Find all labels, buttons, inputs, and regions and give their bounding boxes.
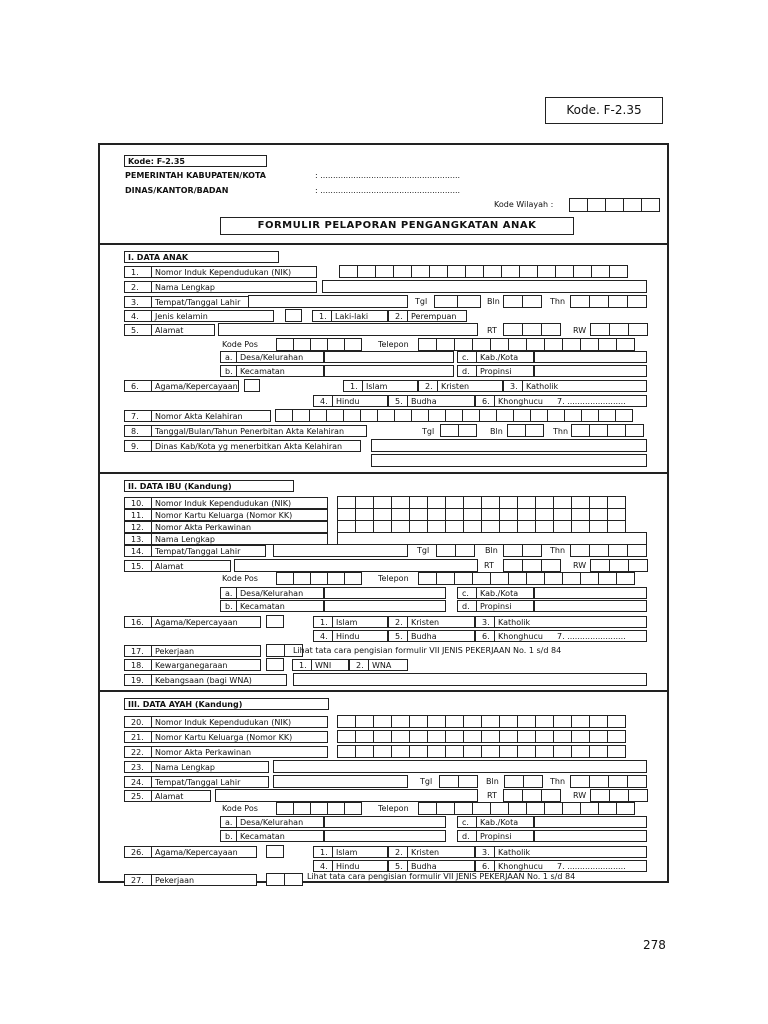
akta-kelahiran-cells[interactable]	[275, 409, 632, 422]
thn-ibu-cells[interactable]	[570, 544, 646, 557]
sub-letter: a.	[220, 351, 237, 363]
option-number: 2.	[388, 846, 408, 858]
option-number: 2.	[418, 380, 438, 392]
thn-akta-cells[interactable]	[571, 424, 643, 437]
thn-label: Thn	[553, 427, 569, 436]
kab-input[interactable]	[534, 587, 647, 599]
kecamatan-label: Kecamatan	[236, 830, 324, 842]
dinas-akta-input-1[interactable]	[371, 439, 647, 452]
inner-form-code: Kode: F-2.35	[124, 155, 267, 167]
tgl-label: Tgl	[415, 297, 428, 306]
nik-ibu-label: Nomor Induk Kependudukan (NIK)	[151, 497, 328, 509]
nama-ayah-label: Nama Lengkap	[151, 761, 269, 773]
alamat-ayah-input[interactable]	[215, 789, 478, 802]
option-number: 3.	[475, 616, 495, 628]
nik-anak-cells[interactable]	[339, 265, 627, 278]
divider	[98, 690, 669, 692]
tempat-lahir-ibu-input[interactable]	[273, 544, 408, 557]
akta-kelahiran-label: Nomor Akta Kelahiran	[151, 410, 271, 422]
row-number: 25.	[124, 790, 152, 802]
alamat-anak-label: Alamat	[151, 324, 215, 336]
kecamatan-label: Kecamatan	[236, 600, 324, 612]
thn-label: Thn	[550, 297, 566, 306]
pekerjaan-ayah-cells[interactable]	[266, 873, 302, 886]
row-number: 1.	[124, 266, 152, 278]
option-khonghucu[interactable]: Khonghucu	[494, 395, 647, 407]
sub-letter: b.	[220, 600, 237, 612]
nama-anak-input[interactable]	[322, 280, 647, 293]
propinsi-label: Propinsi	[476, 600, 534, 612]
sub-letter: c.	[457, 351, 477, 363]
row-number: 26.	[124, 846, 152, 858]
option-islam[interactable]: Islam	[332, 846, 388, 858]
tgl-anak-cells[interactable]	[434, 295, 480, 308]
propinsi-input[interactable]	[534, 365, 647, 377]
pekerjaan-note: Lihat tata cara pengisian formulir VII JENIS PEKERJAAN No. 1 s/d 84	[307, 872, 576, 881]
option-number: 6.	[475, 395, 495, 407]
desa-input[interactable]	[324, 816, 446, 828]
propinsi-label: Propinsi	[476, 830, 534, 842]
option-budha[interactable]: Budha	[407, 860, 475, 872]
option-number: 1.	[292, 659, 312, 671]
option-khonghucu[interactable]: Khonghucu	[494, 860, 647, 872]
kode-pos-ayah-cells[interactable]	[276, 802, 361, 815]
nik-anak-label: Nomor Induk Kependudukan (NIK)	[151, 266, 317, 278]
telepon-anak-cells[interactable]	[418, 338, 634, 351]
rw-ayah-cells[interactable]	[590, 789, 647, 802]
kewarganegaraan-label: Kewarganegaraan	[151, 659, 261, 671]
rt-anak-cells[interactable]	[503, 323, 560, 336]
row-number: 19.	[124, 674, 152, 686]
row-number: 12.	[124, 521, 152, 533]
desa-input[interactable]	[324, 587, 446, 599]
rt-label: RT	[487, 326, 497, 335]
option-budha[interactable]: Budha	[407, 395, 475, 407]
telepon-label: Telepon	[378, 574, 409, 583]
row-number: 18.	[124, 659, 152, 671]
tgl-ibu-cells[interactable]	[436, 544, 474, 557]
nama-ibu-label: Nama Lengkap	[151, 533, 328, 545]
tgl-label: Tgl	[420, 777, 433, 786]
propinsi-input[interactable]	[534, 600, 647, 612]
sub-letter: d.	[457, 365, 477, 377]
bln-anak-cells[interactable]	[503, 295, 541, 308]
desa-label: Desa/Kelurahan	[236, 351, 324, 363]
option-number: 2.	[388, 616, 408, 628]
akta-perkawinan-ayah-cells[interactable]	[337, 745, 625, 758]
option-number: 4.	[313, 860, 333, 872]
kode-pos-label: Kode Pos	[222, 804, 258, 813]
kecamatan-input[interactable]	[324, 830, 446, 842]
kab-input[interactable]	[534, 816, 647, 828]
row-number: 20.	[124, 716, 152, 728]
option-laki-laki[interactable]: Laki-laki	[331, 310, 388, 322]
option-lainnya[interactable]: 7. .......................	[557, 397, 626, 406]
page-number: 278	[643, 938, 666, 952]
option-katholik[interactable]: Katholik	[494, 846, 647, 858]
dinas-akta-label: Dinas Kab/Kota yg menerbitkan Akta Kelahiran	[151, 440, 361, 452]
agama-anak-input[interactable]	[244, 379, 260, 392]
row-number: 21.	[124, 731, 152, 743]
option-number: 5.	[388, 395, 408, 407]
desa-label: Desa/Kelurahan	[236, 816, 324, 828]
bln-label: Bln	[487, 297, 500, 306]
kk-ayah-cells[interactable]	[337, 730, 625, 743]
row-number: 15.	[124, 560, 152, 572]
row-number: 8.	[124, 425, 152, 437]
option-kristen[interactable]: Kristen	[437, 380, 503, 392]
row-number: 7.	[124, 410, 152, 422]
kecamatan-input[interactable]	[324, 600, 446, 612]
agama-ibu-input[interactable]	[266, 615, 284, 628]
row-number: 10.	[124, 497, 152, 509]
row-number: 9.	[124, 440, 152, 452]
section-ibu-title: II. DATA IBU (Kandung)	[124, 480, 294, 492]
agama-ayah-label: Agama/Kepercayaan	[151, 846, 257, 858]
option-katholik[interactable]: Katholik	[494, 616, 647, 628]
ttl-anak-label: Tempat/Tanggal Lahir	[151, 296, 317, 308]
rw-label: RW	[573, 561, 587, 570]
row-number: 5.	[124, 324, 152, 336]
option-hindu[interactable]: Hindu	[332, 860, 388, 872]
propinsi-label: Propinsi	[476, 365, 534, 377]
nik-ayah-label: Nomor Induk Kependudukan (NIK)	[151, 716, 328, 728]
kode-wilayah-label: Kode Wilayah :	[494, 200, 554, 209]
option-khonghucu[interactable]: Khonghucu	[494, 630, 647, 642]
rw-anak-cells[interactable]	[590, 323, 647, 336]
row-number: 14.	[124, 545, 152, 557]
option-number: 6.	[475, 860, 495, 872]
desa-label: Desa/Kelurahan	[236, 587, 324, 599]
option-number: 3.	[503, 380, 523, 392]
row-number: 3.	[124, 296, 152, 308]
option-number: 1.	[343, 380, 363, 392]
propinsi-input[interactable]	[534, 830, 647, 842]
option-islam[interactable]: Islam	[332, 616, 388, 628]
row-number: 11.	[124, 509, 152, 521]
kewarganegaraan-input[interactable]	[266, 658, 284, 671]
ttl-ibu-label: Tempat/Tanggal Lahir	[151, 545, 266, 557]
jenis-kelamin-input[interactable]	[285, 309, 302, 322]
nik-ayah-cells[interactable]	[337, 715, 625, 728]
divider	[98, 472, 669, 474]
kebangsaan-label: Kebangsaan (bagi WNA)	[151, 674, 287, 686]
pekerjaan-ayah-label: Pekerjaan	[151, 874, 257, 886]
rw-label: RW	[573, 791, 587, 800]
pekerjaan-ibu-label: Pekerjaan	[151, 645, 261, 657]
kode-pos-label: Kode Pos	[222, 574, 258, 583]
option-number: 1.	[313, 846, 333, 858]
telepon-label: Telepon	[378, 340, 409, 349]
bln-label: Bln	[486, 777, 499, 786]
bln-akta-cells[interactable]	[507, 424, 543, 437]
sub-letter: c.	[457, 587, 477, 599]
divider	[98, 243, 669, 245]
kab-label: Kab./Kota	[476, 816, 534, 828]
jenis-kelamin-label: Jenis kelamin	[151, 310, 274, 322]
row-number: 13.	[124, 533, 152, 545]
rt-label: RT	[487, 791, 497, 800]
thn-label: Thn	[550, 546, 566, 555]
kode-pos-label: Kode Pos	[222, 340, 258, 349]
sub-letter: b.	[220, 365, 237, 377]
row-number: 4.	[124, 310, 152, 322]
akta-perkawinan-ayah-label: Nomor Akta Perkawinan	[151, 746, 328, 758]
kab-input[interactable]	[534, 351, 647, 363]
row-number: 17.	[124, 645, 152, 657]
kk-ibu-label: Nomor Kartu Keluarga (Nomor KK)	[151, 509, 328, 521]
option-kristen[interactable]: Kristen	[407, 846, 475, 858]
kecamatan-input[interactable]	[324, 365, 454, 377]
option-wni[interactable]: WNI	[311, 659, 349, 671]
alamat-ayah-label: Alamat	[151, 790, 211, 802]
form-code-badge: Kode. F-2.35	[545, 97, 663, 124]
row-number: 27.	[124, 874, 152, 886]
thn-anak-cells[interactable]	[570, 295, 646, 308]
rw-label: RW	[573, 326, 587, 335]
kab-label: Kab./Kota	[476, 587, 534, 599]
sub-letter: a.	[220, 816, 237, 828]
telepon-ibu-cells[interactable]	[418, 572, 634, 585]
option-number: 3.	[475, 846, 495, 858]
ttl-ayah-label: Tempat/Tanggal Lahir	[151, 776, 269, 788]
agama-anak-label: Agama/Kepercayaan	[151, 380, 239, 392]
bln-label: Bln	[490, 427, 503, 436]
rt-ayah-cells[interactable]	[503, 789, 560, 802]
option-lainnya[interactable]: 7. .......................	[557, 632, 626, 641]
dinas-value[interactable]: : .......................................................	[315, 186, 461, 195]
tempat-lahir-ayah-input[interactable]	[273, 775, 408, 788]
dinas-label: DINAS/KANTOR/BADAN	[125, 186, 229, 195]
row-number: 24.	[124, 776, 152, 788]
option-number: 5.	[388, 860, 408, 872]
option-number: 2.	[388, 310, 408, 322]
tgl-ayah-cells[interactable]	[439, 775, 477, 788]
alamat-ibu-label: Alamat	[151, 560, 231, 572]
tanggal-akta-label: Tanggal/Bulan/Tahun Penerbitan Akta Kelahiran	[151, 425, 367, 437]
option-number: 4.	[313, 395, 333, 407]
row-number: 22.	[124, 746, 152, 758]
pemerintah-value[interactable]: : .......................................................	[315, 171, 461, 180]
option-katholik[interactable]: Katholik	[522, 380, 647, 392]
option-hindu[interactable]: Hindu	[332, 395, 388, 407]
row-number: 6.	[124, 380, 152, 392]
telepon-ayah-cells[interactable]	[418, 802, 634, 815]
nama-anak-label: Nama Lengkap	[151, 281, 317, 293]
kecamatan-label: Kecamatan	[236, 365, 324, 377]
kode-pos-anak-cells[interactable]	[276, 338, 361, 351]
option-number: 6.	[475, 630, 495, 642]
agama-ayah-input[interactable]	[266, 845, 284, 858]
alamat-anak-input[interactable]	[218, 323, 478, 336]
option-islam[interactable]: Islam	[362, 380, 418, 392]
tgl-label: Tgl	[417, 546, 430, 555]
kab-label: Kab./Kota	[476, 351, 534, 363]
rt-label: RT	[484, 561, 494, 570]
akta-perkawinan-ibu-label: Nomor Akta Perkawinan	[151, 521, 328, 533]
kebangsaan-input[interactable]	[293, 673, 647, 686]
option-number: 1.	[312, 310, 332, 322]
option-budha[interactable]: Budha	[407, 630, 475, 642]
option-wna[interactable]: WNA	[368, 659, 408, 671]
option-lainnya[interactable]: 7. .......................	[557, 862, 626, 871]
option-number: 4.	[313, 630, 333, 642]
thn-ayah-cells[interactable]	[570, 775, 646, 788]
bln-ibu-cells[interactable]	[503, 544, 541, 557]
option-number: 5.	[388, 630, 408, 642]
sub-letter: d.	[457, 830, 477, 842]
nama-ayah-input[interactable]	[273, 760, 647, 773]
row-number: 23.	[124, 761, 152, 773]
sub-letter: a.	[220, 587, 237, 599]
rw-ibu-cells[interactable]	[590, 559, 647, 572]
pekerjaan-note: Lihat tata cara pengisian formulir VII JENIS PEKERJAAN No. 1 s/d 84	[293, 646, 562, 655]
kk-ayah-label: Nomor Kartu Keluarga (Nomor KK)	[151, 731, 328, 743]
kode-wilayah-cells[interactable]	[569, 198, 659, 212]
row-number: 2.	[124, 281, 152, 293]
sub-letter: d.	[457, 600, 477, 612]
telepon-label: Telepon	[378, 804, 409, 813]
tgl-label: Tgl	[422, 427, 435, 436]
pemerintah-label: PEMERINTAH KABUPATEN/KOTA	[125, 171, 266, 180]
option-kristen[interactable]: Kristen	[407, 616, 475, 628]
form-title: FORMULIR PELAPORAN PENGANGKATAN ANAK	[220, 217, 574, 235]
bln-ayah-cells[interactable]	[504, 775, 542, 788]
sub-letter: c.	[457, 816, 477, 828]
desa-input[interactable]	[324, 351, 454, 363]
row-number: 16.	[124, 616, 152, 628]
agama-ibu-label: Agama/Kepercayaan	[151, 616, 261, 628]
rt-ibu-cells[interactable]	[503, 559, 560, 572]
alamat-ibu-input[interactable]	[234, 559, 478, 572]
section-anak-title: I. DATA ANAK	[124, 251, 279, 263]
sub-letter: b.	[220, 830, 237, 842]
tgl-akta-cells[interactable]	[440, 424, 476, 437]
tempat-lahir-anak-input[interactable]	[248, 295, 408, 308]
option-perempuan[interactable]: Perempuan	[407, 310, 467, 322]
thn-label: Thn	[550, 777, 566, 786]
option-number: 2.	[349, 659, 369, 671]
section-ayah-title: III. DATA AYAH (Kandung)	[124, 698, 329, 710]
dinas-akta-input-2[interactable]	[371, 454, 647, 467]
kode-pos-ibu-cells[interactable]	[276, 572, 361, 585]
option-hindu[interactable]: Hindu	[332, 630, 388, 642]
option-number: 1.	[313, 616, 333, 628]
bln-label: Bln	[485, 546, 498, 555]
